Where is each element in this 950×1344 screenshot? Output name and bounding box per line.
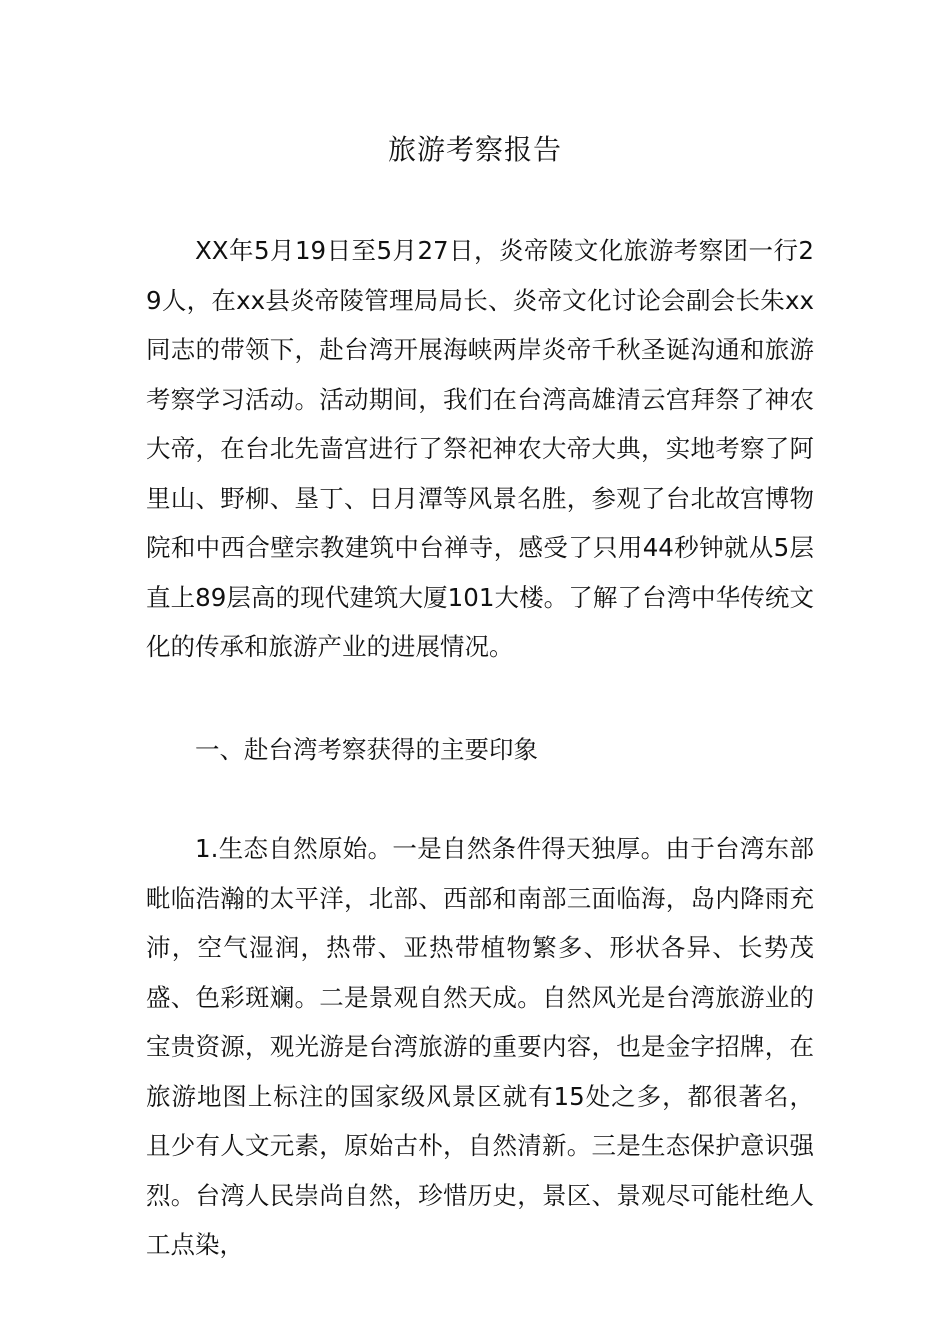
section-heading: 一、赴台湾考察获得的主要印象	[195, 735, 538, 764]
intro-paragraph: XX年5月19日至5月27日，炎帝陵文化旅游考察团一行29人，在xx县炎帝陵管理局局长、炎帝文化讨论会副会长朱xx同志的带领下，赴台湾开展海峡两岸炎帝千秋圣诞沟通和旅游考察学习活动。活动期间，我们在台湾高雄清云宫拜祭了神农大帝，在台北先啬宫进行了祭祀神农大帝大典，实地考察了阿里山、野柳、垦丁、日月潭等风景名胜，参观了台北故宫博物院和中西合壁宗教建筑中台禅寺，感受了只用44秒钟就从5层直上89层高的现代建筑大厦101大楼。了解了台湾中华传统文化的传承和旅游产业的进展情况。	[146, 236, 814, 661]
body-paragraph: 1.生态自然原始。一是自然条件得天独厚。由于台湾东部毗临浩瀚的太平洋，北部、西部和南部三面临海，岛内降雨充沛，空气湿润，热带、亚热带植物繁多、形状各异、长势茂盛、色彩斑斓。二是景观自然天成。自然风光是台湾旅游业的宝贵资源，观光游是台湾旅游的重要内容，也是金字招牌，在旅游地图上标注的国家级风景区就有15处之多，都很著名，且少有人文元素，原始古朴，自然清新。三是生态保护意识强烈。台湾人民崇尚自然，珍惜历史，景区、景观尽可能杜绝人工点染，	[146, 834, 814, 1259]
document-title: 旅游考察报告	[387, 133, 562, 166]
